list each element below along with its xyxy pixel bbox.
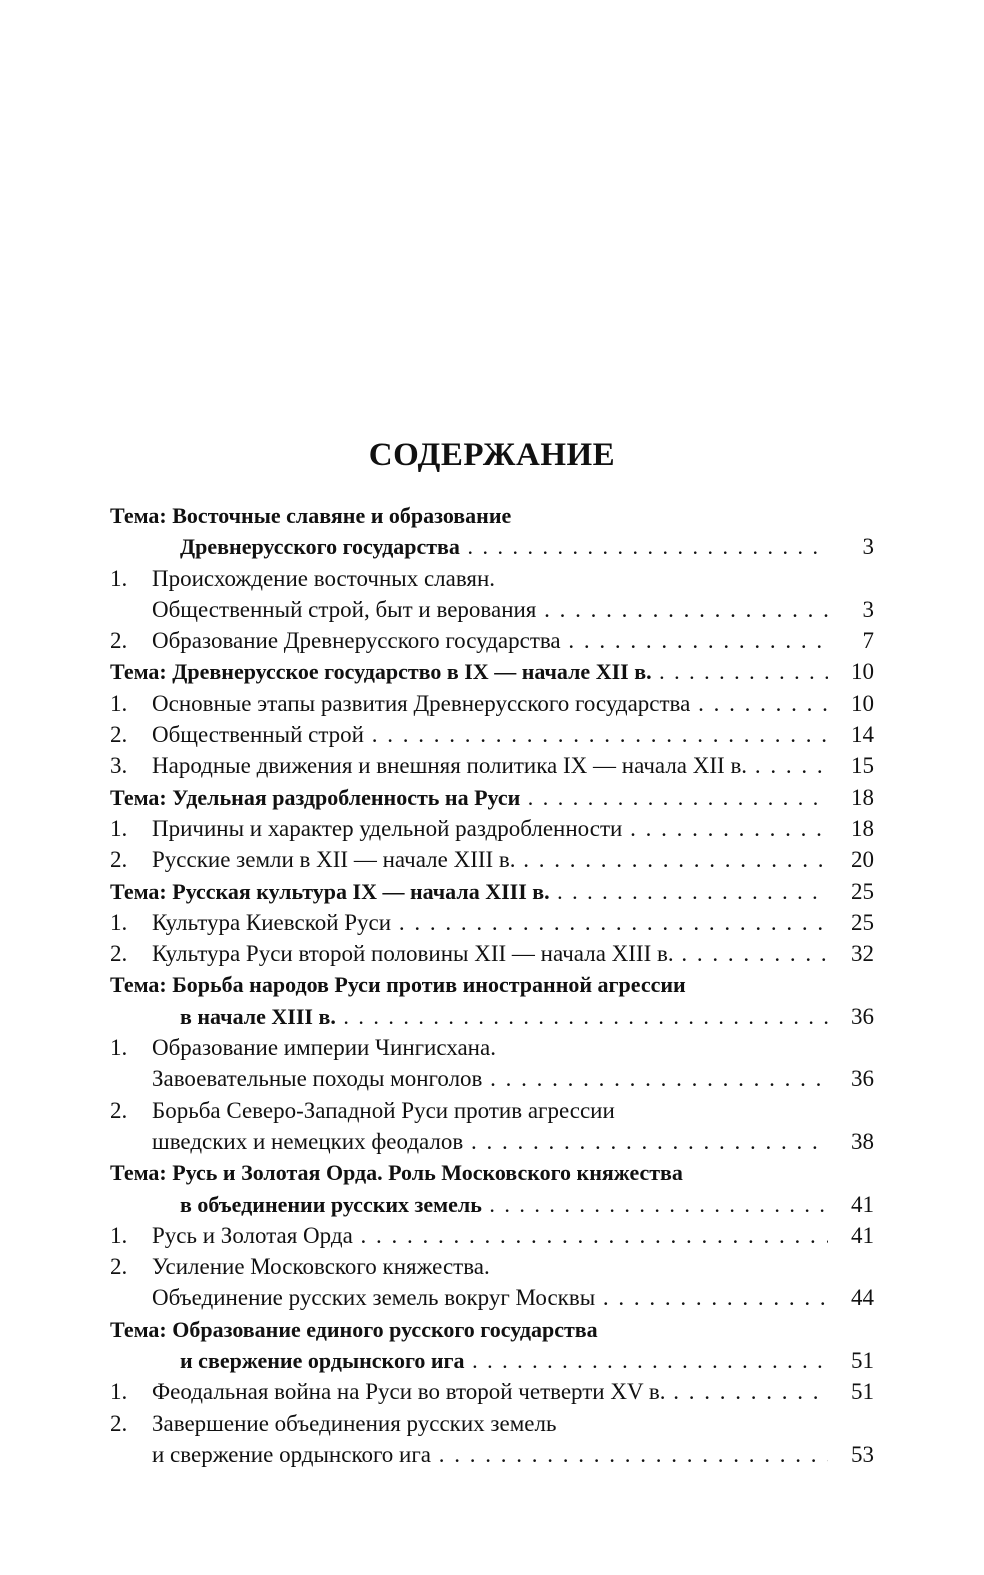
toc-line — [110, 688, 874, 719]
toc-leader — [152, 594, 828, 625]
toc-page-number: 10 — [851, 659, 874, 685]
toc-item-number: 1. — [110, 565, 128, 591]
toc-topic — [110, 500, 874, 563]
toc-item — [110, 1251, 874, 1314]
toc-page-number: 51 — [851, 1348, 874, 1374]
toc-line — [110, 1408, 874, 1439]
toc-item-title: Культура Руси второй половины XII — начала XIII в. — [152, 941, 674, 967]
toc-page-number: 3 — [862, 534, 874, 560]
toc-leader — [152, 719, 828, 750]
toc-line — [110, 1063, 874, 1094]
toc-line — [110, 876, 874, 907]
toc-text — [152, 1408, 828, 1439]
toc-line — [110, 625, 874, 656]
toc-item — [110, 625, 874, 656]
toc-item-title: шведских и немецких феодалов — [152, 1128, 464, 1154]
toc-line — [110, 656, 874, 687]
toc-item — [110, 844, 874, 875]
toc-item-title: Объединение русских земель вокруг Москвы — [152, 1285, 596, 1311]
toc-topic-title: Тема: Борьба народов Руси против иностранной агрессии — [110, 972, 686, 998]
toc-item-number: 2. — [110, 847, 128, 873]
toc-line — [110, 1345, 874, 1376]
toc-page-number: 38 — [851, 1128, 874, 1154]
toc-item-title: Культура Киевской Руси — [152, 909, 392, 935]
toc-leader — [180, 1001, 828, 1032]
toc-line — [110, 1376, 874, 1407]
toc-line — [110, 719, 874, 750]
page-title: СОДЕРЖАНИЕ — [368, 437, 616, 473]
toc-topic-title: Древнерусского государства — [180, 534, 460, 560]
toc-page-number: 7 — [862, 628, 874, 654]
toc-item-number: 2. — [110, 1097, 128, 1123]
toc-line — [110, 782, 874, 813]
toc-line — [110, 1439, 874, 1470]
toc-page-number: 25 — [851, 909, 874, 935]
toc-leader — [110, 656, 828, 687]
toc-page-number: 18 — [851, 784, 874, 810]
toc-line — [110, 969, 874, 1000]
toc-leader — [180, 531, 828, 562]
toc-leader — [152, 750, 828, 781]
toc-item-number: 2. — [110, 628, 128, 654]
toc-item — [110, 563, 874, 626]
toc-item-number: 1. — [110, 690, 128, 716]
toc-item — [110, 750, 874, 781]
toc-topic-title: Тема: Русская культура IX — начала XIII в. — [110, 878, 550, 904]
toc-item — [110, 907, 874, 938]
toc-item-number: 3. — [110, 753, 128, 779]
toc-item-number: 1. — [110, 1379, 128, 1405]
toc-item — [110, 1220, 874, 1251]
table-of-contents — [110, 500, 874, 1470]
toc-page-number: 41 — [851, 1222, 874, 1248]
toc-line — [110, 750, 874, 781]
toc-item-number: 2. — [110, 941, 128, 967]
toc-line — [110, 1282, 874, 1313]
toc-line — [110, 500, 874, 531]
toc-page-number: 32 — [851, 941, 874, 967]
toc-item — [110, 1032, 874, 1095]
toc-page-number: 18 — [851, 815, 874, 841]
toc-item-title: Причины и характер удельной раздробленности — [152, 815, 623, 841]
toc-topic-title: и свержение ордынского ига — [180, 1348, 465, 1374]
toc-item-title: Основные этапы развития Древнерусского государства — [152, 690, 691, 716]
toc-line — [110, 1157, 874, 1188]
toc-line — [110, 907, 874, 938]
toc-topic-title: Тема: Восточные славяне и образование — [110, 503, 512, 528]
toc-line — [110, 1189, 874, 1220]
toc-leader — [152, 1126, 828, 1157]
toc-item-title: Образование Древнерусского государства — [152, 628, 561, 654]
toc-item-number: 2. — [110, 1410, 128, 1436]
toc-line — [110, 1314, 874, 1345]
toc-line — [110, 813, 874, 844]
toc-topic — [110, 782, 874, 813]
toc-topic-title: Тема: Удельная раздробленность на Руси — [110, 784, 521, 810]
toc-topic-title: в объединении русских земель — [180, 1191, 482, 1217]
toc-page-number: 44 — [851, 1285, 874, 1311]
toc-topic-title: Тема: Древнерусское государство в IX — начале XII в. — [110, 659, 652, 685]
toc-page-number: 51 — [851, 1379, 874, 1405]
toc-line — [110, 844, 874, 875]
toc-page-number: 20 — [851, 847, 874, 873]
toc-text — [110, 1314, 828, 1345]
toc-text — [152, 1095, 828, 1126]
toc-leader — [152, 844, 828, 875]
toc-item — [110, 1376, 874, 1407]
toc-leader — [110, 782, 828, 813]
toc-page-number: 36 — [851, 1003, 874, 1029]
toc-page-number: 3 — [862, 596, 874, 622]
toc-text — [110, 500, 828, 531]
toc-text — [110, 1157, 828, 1188]
toc-leader — [152, 1439, 828, 1470]
toc-page-number: 14 — [851, 722, 874, 748]
toc-item-number: 1. — [110, 1035, 128, 1061]
toc-item — [110, 688, 874, 719]
toc-line — [110, 563, 874, 594]
toc-page-number: 36 — [851, 1066, 874, 1092]
toc-topic-title: Тема: Образование единого русского государства — [110, 1316, 598, 1342]
toc-text — [110, 969, 828, 1000]
toc-item-title: Завоевательные походы монголов — [152, 1066, 483, 1092]
toc-page-number: 10 — [851, 690, 874, 716]
toc-leader — [152, 1282, 828, 1313]
toc-leader — [110, 876, 828, 907]
toc-line — [110, 1220, 874, 1251]
toc-topic — [110, 876, 874, 907]
toc-leader — [152, 813, 828, 844]
toc-leader — [152, 1063, 828, 1094]
toc-topic — [110, 969, 874, 1032]
toc-item — [110, 813, 874, 844]
toc-page-number: 15 — [851, 753, 874, 779]
toc-line — [110, 938, 874, 969]
toc-item-title: Общественный строй, быт и верования — [152, 596, 537, 622]
toc-leader — [152, 938, 828, 969]
toc-item-title: Общественный строй — [152, 722, 364, 748]
toc-leader — [152, 1220, 828, 1251]
toc-item-title: Русь и Золотая Орда — [152, 1222, 353, 1248]
toc-item-title: Завершение объединения русских земель — [152, 1410, 557, 1436]
toc-leader — [152, 688, 828, 719]
toc-topic — [110, 656, 874, 687]
toc-topic-title: в начале XIII в. — [180, 1003, 336, 1029]
toc-item-title: Русские земли в XII — начале XIII в. — [152, 847, 516, 873]
toc-item-number: 1. — [110, 815, 128, 841]
toc-item — [110, 938, 874, 969]
toc-text — [152, 1251, 828, 1282]
toc-line — [110, 1032, 874, 1063]
toc-line — [110, 594, 874, 625]
toc-item-title: Феодальная война на Руси во второй четверти XV в. — [152, 1379, 666, 1405]
toc-topic — [110, 1314, 874, 1377]
toc-line — [110, 1126, 874, 1157]
toc-text — [152, 563, 828, 594]
toc-page-number: 41 — [851, 1191, 874, 1217]
toc-line — [110, 1251, 874, 1282]
toc-item-title: Народные движения и внешняя политика IX — начала XII в. — [152, 753, 748, 779]
toc-leader — [152, 1376, 828, 1407]
toc-item-title: Усиление Московского княжества. — [152, 1254, 490, 1280]
toc-item — [110, 1095, 874, 1158]
toc-topic — [110, 1157, 874, 1220]
toc-item-title: Образование империи Чингисхана. — [152, 1035, 496, 1061]
toc-line — [110, 1001, 874, 1032]
toc-text — [152, 1032, 828, 1063]
toc-item-title: Борьба Северо-Западной Руси против агрессии — [152, 1097, 615, 1123]
toc-leader — [152, 625, 828, 656]
toc-item — [110, 1408, 874, 1471]
toc-leader — [180, 1189, 828, 1220]
toc-item-number: 1. — [110, 1222, 128, 1248]
toc-page-number: 53 — [851, 1441, 874, 1467]
toc-item-number: 2. — [110, 722, 128, 748]
toc-leader — [152, 907, 828, 938]
toc-item-number: 1. — [110, 909, 128, 935]
toc-item-title: и свержение ордынского ига — [152, 1441, 432, 1467]
toc-item-title: Происхождение восточных славян. — [152, 565, 496, 591]
toc-item-number: 2. — [110, 1254, 128, 1280]
toc-page-number: 25 — [851, 878, 874, 904]
toc-leader — [180, 1345, 828, 1376]
toc-line — [110, 1095, 874, 1126]
toc-line — [110, 531, 874, 562]
toc-topic-title: Тема: Русь и Золотая Орда. Роль Московского княжества — [110, 1160, 683, 1186]
toc-item — [110, 719, 874, 750]
